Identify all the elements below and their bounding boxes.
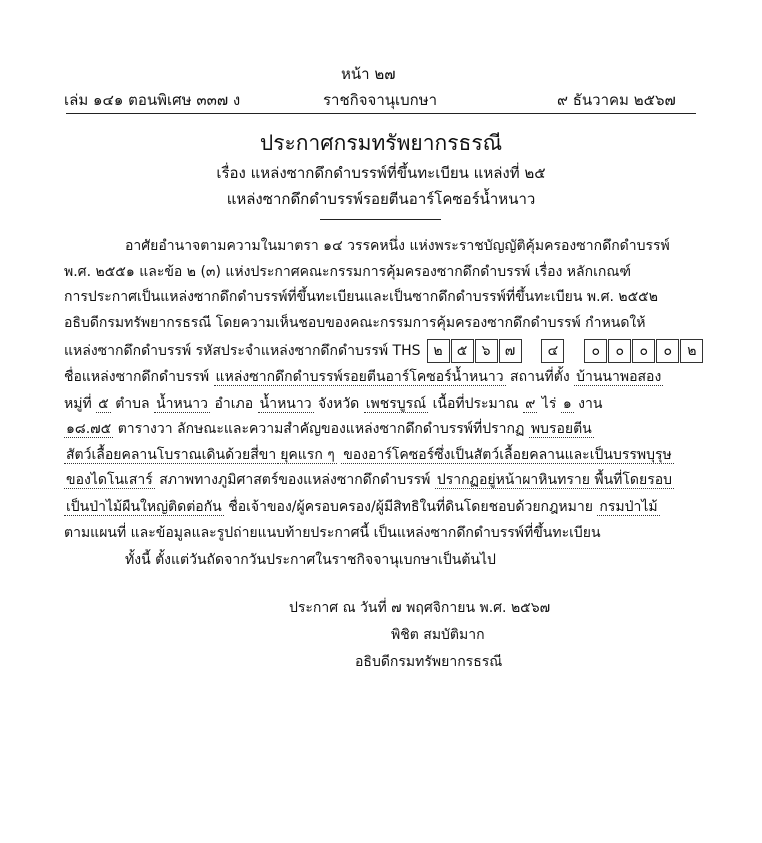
tambon-value: น้ำหนาว [156, 396, 209, 412]
tambon-label: ตำบล [115, 396, 150, 412]
signature-date: ประกาศ ณ วันที่ ๗ พฤศจิกายน พ.ศ. ๒๕๖๗ [289, 600, 551, 616]
gazette-date: ๙ ธันวาคม ๒๕๖๗ [557, 91, 676, 109]
body-line-10 [64, 470, 674, 490]
province-label: จังหวัด [318, 396, 360, 412]
location-label: สถานที่ตั้ง [510, 369, 570, 385]
code-digit: ๗ [499, 339, 522, 363]
code-digit: ๐ [608, 339, 631, 363]
site-name-label: ชื่อแหล่งซากดึกดำบรรพ์ [64, 369, 210, 385]
site-name: แหล่งซากดึกดำบรรพ์รอยตีนอาร์โคซอร์น้ำหนาว [215, 369, 504, 385]
geography-value: ปรากฏอยู่หน้าผาหินทราย พื้นที่โดยรอบ [436, 472, 673, 488]
feature-value-5: ของไดโนเสาร์ [66, 472, 153, 488]
volume-issue: เล่ม ๑๔๑ ตอนพิเศษ ๓๓๗ ง [64, 91, 241, 109]
body-line-13: ทั้งนี้ ตั้งแต่วันถัดจากวันประกาศในราชกิจจานุเบกษาเป็นต้นไป [125, 552, 496, 568]
code-digit: ๐ [584, 339, 607, 363]
signatory-name: พิชิต สมบัติมาก [391, 627, 485, 643]
owner-label: ชื่อเจ้าของ/ผู้ครอบครอง/ผู้มีสิทธิในที่ดินโดยชอบด้วยกฎหมาย [228, 499, 593, 515]
code-digit: ๐ [656, 339, 679, 363]
ngan-unit: งาน [578, 396, 603, 412]
body-line-8 [64, 419, 594, 439]
feature-value-4: ของอาร์โคซอร์ซึ่งเป็นสัตว์เลื้อยคลานและเป็นบรรพบุรุษ [343, 447, 672, 463]
moo-value: ๕ [98, 396, 109, 412]
announcement-title: ประกาศกรมทรัพยากรธรณี [259, 131, 503, 155]
feature-value: พบรอยตีน [530, 421, 592, 437]
rai-unit: ไร่ [541, 396, 557, 412]
code-digit: ๐ [632, 339, 655, 363]
header-rule [66, 113, 696, 114]
code-digit: ๒ [680, 339, 703, 363]
amphoe-label: อำเภอ [214, 396, 254, 412]
site-code-label: แหล่งซากดึกดำบรรพ์ รหัสประจำแหล่งซากดึกดำบรรพ์ THS [64, 343, 421, 359]
subject-line: เรื่อง แหล่งซากดึกดำบรรพ์ที่ขึ้นทะเบียน แหล่งที่ ๒๕ [216, 164, 546, 182]
area-rai: ๙ [525, 396, 536, 412]
code-digit: ๒ [427, 339, 450, 363]
feature-value-3: ยุคแรก ๆ [280, 447, 335, 463]
code-digit: ๔ [541, 339, 564, 363]
code-digit: ๖ [475, 339, 498, 363]
body-line-1: อาศัยอำนาจตามความในมาตรา ๑๔ วรรคหนึ่ง แห่งพระราชบัญญัติคุ้มครองซากดึกดำบรรพ์ [125, 238, 670, 254]
body-line-9 [64, 445, 674, 465]
province-value: เพชรบูรณ์ [365, 396, 427, 412]
geography-label: สภาพทางภูมิศาสตร์ของแหล่งซากดึกดำบรรพ์ [159, 472, 431, 488]
signatory-position: อธิบดีกรมทรัพยากรธรณี [355, 654, 503, 670]
page-number: หน้า ๒๗ [341, 65, 396, 83]
location-value: บ้านนาพอสอง [576, 369, 662, 385]
code-digit: ๕ [451, 339, 474, 363]
area-label: เนื้อที่ประมาณ [432, 396, 519, 412]
amphoe-value: น้ำหนาว [259, 396, 312, 412]
subject-line-2: แหล่งซากดึกดำบรรพ์รอยตีนอาร์โคซอร์น้ำหนาว [226, 190, 536, 208]
title-rule [320, 219, 441, 220]
body-line-7 [64, 394, 602, 414]
area-ngan: ๑ [562, 396, 572, 412]
body-line-12: ตามแผนที่ และข้อมูลและรูปถ่ายแนบท้ายประกาศนี้ เป็นแหล่งซากดึกดำบรรพ์ที่ขึ้นทะเบียน [64, 525, 601, 541]
body-line-6 [64, 367, 663, 387]
moo-label: หมู่ที่ [64, 396, 92, 412]
gazette-name: ราชกิจจานุเบกษา [323, 91, 438, 109]
geography-value-2: เป็นป่าไม้ผืนใหญ่ติดต่อกัน [66, 499, 222, 515]
owner-value: กรมป่าไม้ [599, 499, 658, 515]
body-line-4: อธิบดีกรมทรัพยากรธรณี โดยความเห็นชอบของคณะกรรมการคุ้มครองซากดึกดำบรรพ์ กำหนดให้ [64, 315, 646, 331]
site-code-boxes [427, 339, 705, 363]
body-line-3: การประกาศเป็นแหล่งซากดึกดำบรรพ์ที่ขึ้นทะเบียนและเป็นซากดึกดำบรรพ์ที่ขึ้นทะเบียน พ.ศ. ๒๕๕๒ [64, 289, 659, 305]
feature-value-2: สัตว์เลื้อยคลานโบราณเดินด้วยสี่ขา [66, 447, 277, 463]
body-line-11 [64, 497, 660, 517]
body-line-2: พ.ศ. ๒๕๕๑ และข้อ ๒ (๓) แห่งประกาศคณะกรรมการคุ้มครองซากดึกดำบรรพ์ เรื่อง หลักเกณฑ์ [64, 264, 631, 280]
feature-label: ตารางวา ลักษณะและความสำคัญของแหล่งซากดึกดำบรรพ์ที่ปรากฏ [117, 421, 525, 437]
body-line-5 [64, 339, 704, 363]
area-wa: ๑๘.๗๕ [66, 421, 112, 437]
